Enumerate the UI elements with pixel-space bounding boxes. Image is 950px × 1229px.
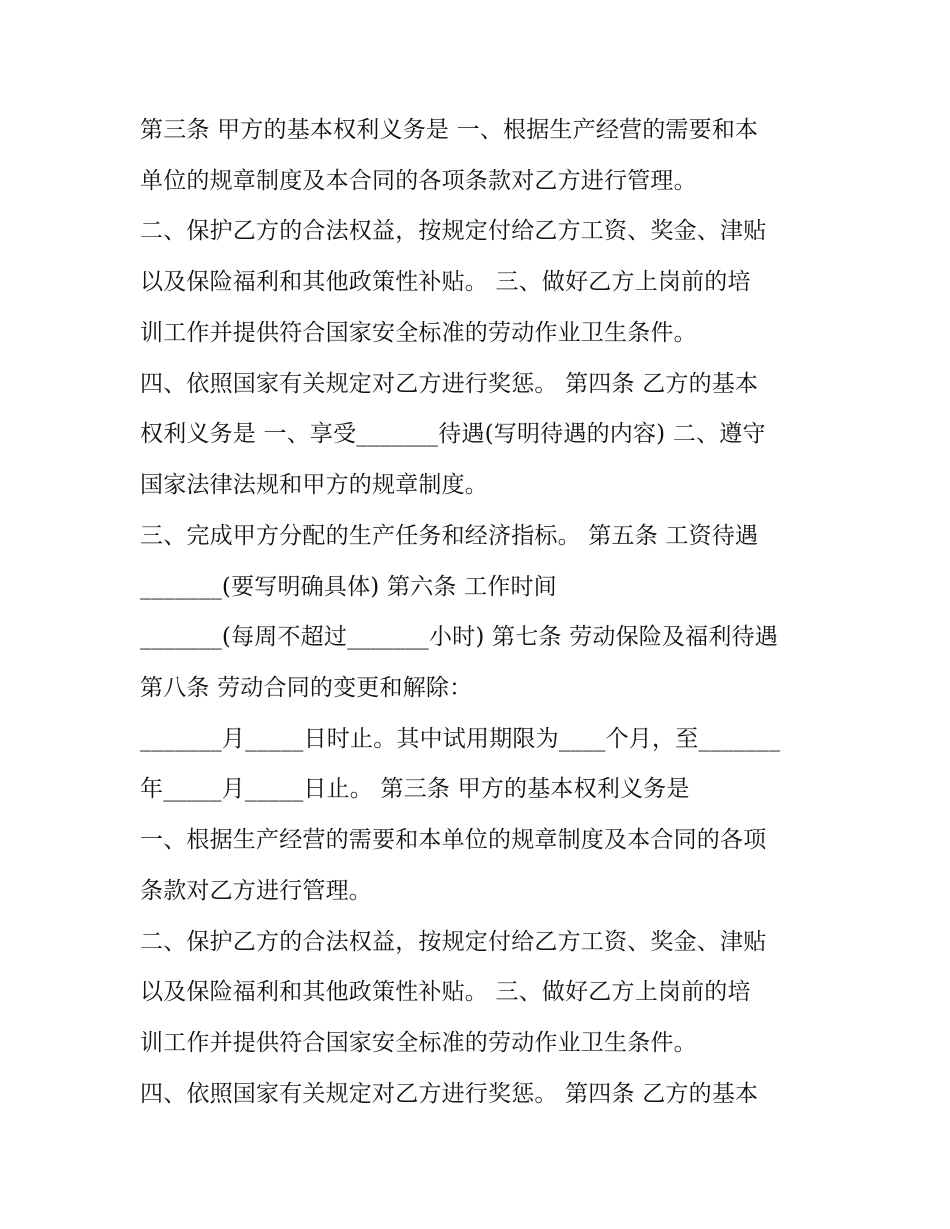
text-line-4: 以及保险福利和其他政策性补贴。 三、做好乙方上岗前的培: [140, 269, 751, 295]
text-line-14: 年_____月_____日止。 第三条 甲方的基本权利义务是: [140, 776, 690, 802]
text-line-7: 权利义务是 一、享受_______待遇(写明待遇的内容) 二、遵守: [140, 421, 766, 447]
text-line-10: _______(要写明确具体) 第六条 工作时间: [140, 574, 557, 600]
text-line-6: 四、依照国家有关规定对乙方进行奖惩。 第四条 乙方的基本: [140, 371, 759, 397]
text-line-11: _______(每周不超过_______小时) 第七条 劳动保险及福利待遇: [140, 624, 778, 650]
text-line-8: 国家法律法规和甲方的规章制度。: [140, 472, 488, 498]
text-line-5: 训工作并提供符合国家安全标准的劳动作业卫生条件。: [140, 320, 697, 346]
text-line-19: 训工作并提供符合国家安全标准的劳动作业卫生条件。: [140, 1030, 697, 1056]
text-line-15: 一、根据生产经营的需要和本单位的规章制度及本合同的各项: [140, 827, 767, 853]
text-line-20: 四、依照国家有关规定对乙方进行奖惩。 第四条 乙方的基本: [140, 1081, 759, 1107]
text-line-13: _______月_____日时止。其中试用期限为____个月，至_______: [140, 726, 781, 752]
text-line-1: 第三条 甲方的基本权利义务是 一、根据生产经营的需要和本: [140, 117, 759, 143]
text-line-12: 第八条 劳动合同的变更和解除：: [140, 675, 473, 701]
text-line-18: 以及保险福利和其他政策性补贴。 三、做好乙方上岗前的培: [140, 979, 751, 1005]
text-line-17: 二、保护乙方的合法权益，按规定付给乙方工资、奖金、津贴: [140, 929, 767, 955]
text-line-2: 单位的规章制度及本合同的各项条款对乙方进行管理。: [140, 168, 697, 194]
text-line-16: 条款对乙方进行管理。: [140, 878, 372, 904]
text-line-9: 三、完成甲方分配的生产任务和经济指标。 第五条 工资待遇: [140, 523, 759, 549]
text-line-3: 二、保护乙方的合法权益，按规定付给乙方工资、奖金、津贴: [140, 218, 767, 244]
